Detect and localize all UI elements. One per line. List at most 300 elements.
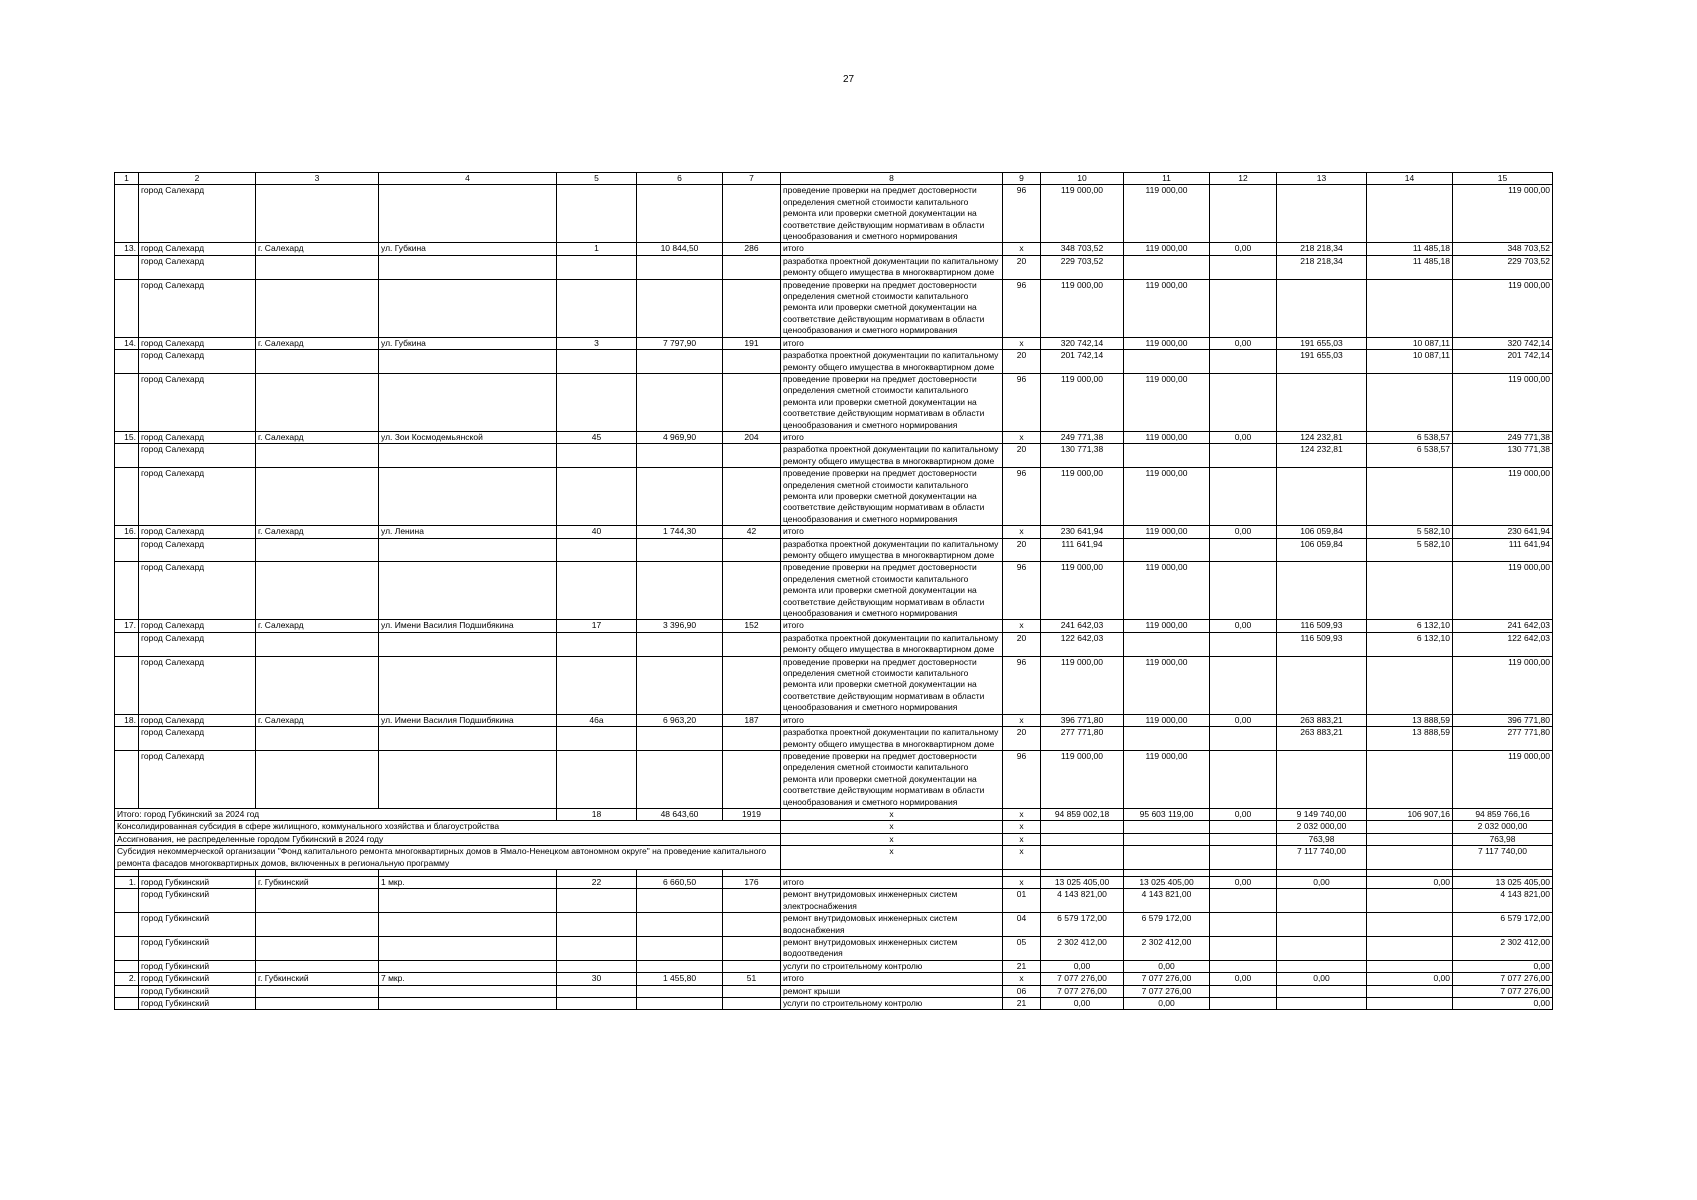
table-cell [115, 750, 139, 808]
table-cell [557, 373, 637, 431]
table-cell: 0,00 [1367, 876, 1453, 888]
table-cell [1367, 562, 1453, 620]
table-cell [1210, 255, 1277, 279]
table-cell [557, 632, 637, 656]
table-cell [1210, 937, 1277, 961]
table-cell: 0,00 [1041, 998, 1124, 1010]
table-cell: 191 655,03 [1277, 337, 1367, 349]
table-cell: 218 218,34 [1277, 243, 1367, 255]
table-cell [1210, 538, 1277, 562]
table-row [115, 279, 1553, 337]
table-row [115, 937, 1553, 961]
table-cell [379, 468, 557, 526]
table-cell [637, 998, 723, 1010]
table-row [115, 913, 1553, 937]
table-cell: город Салехард [139, 243, 256, 255]
table-cell: 1 744,30 [637, 526, 723, 538]
table-cell: ремонт внутридомовых инженерных систем водоотведения [781, 937, 1003, 961]
table-cell [1210, 444, 1277, 468]
table-cell [256, 889, 379, 913]
column-header: 14 [1367, 173, 1453, 185]
summary-cell: 763,98 [1277, 833, 1367, 845]
table-cell: г. Салехард [256, 243, 379, 255]
table-cell [379, 632, 557, 656]
table-cell: 6 538,57 [1367, 444, 1453, 468]
table-cell [637, 185, 723, 243]
table-cell [1277, 656, 1367, 714]
table-cell: 11 485,18 [1367, 243, 1453, 255]
table-cell: 396 771,80 [1041, 714, 1124, 726]
summary-cell: х [781, 821, 1003, 833]
summary-label: Субсидия некоммерческой организации "Фонд капитального ремонта многоквартирных домов в Ямало-Ненецком автономном округе" на проведение капитального ремонта фасадов многоквартирных домов, включенных в региональную программу [115, 846, 781, 870]
table-cell [1210, 185, 1277, 243]
table-cell [637, 656, 723, 714]
table-row [115, 656, 1553, 714]
table-cell: 320 742,14 [1453, 337, 1553, 349]
table-cell: 119 000,00 [1124, 337, 1210, 349]
column-header: 7 [723, 173, 781, 185]
table-cell: город Салехард [139, 255, 256, 279]
table-cell: г. Салехард [256, 337, 379, 349]
table-cell [1124, 255, 1210, 279]
table-cell: х [1003, 620, 1041, 632]
table-cell: 0,00 [1210, 337, 1277, 349]
table-cell: 96 [1003, 562, 1041, 620]
table-cell: город Салехард [139, 750, 256, 808]
table-cell: 20 [1003, 444, 1041, 468]
table-cell: 4 143 821,00 [1124, 889, 1210, 913]
table-cell: 119 000,00 [1453, 750, 1553, 808]
table-cell [723, 750, 781, 808]
table-cell: город Губкинский [139, 889, 256, 913]
table-cell [1210, 279, 1277, 337]
table-cell [1124, 727, 1210, 751]
summary-row [115, 833, 1553, 845]
table-cell: 20 [1003, 350, 1041, 374]
table-cell: город Салехард [139, 431, 256, 443]
table-cell: разработка проектной документации по капитальному ремонту общего имущества в многоквартирном доме [781, 255, 1003, 279]
table-cell: 13 025 405,00 [1124, 876, 1210, 888]
table-cell: 45 [557, 431, 637, 443]
table-cell: разработка проектной документации по капитальному ремонту общего имущества в многоквартирном доме [781, 350, 1003, 374]
table-cell [379, 350, 557, 374]
table-cell: итого [781, 526, 1003, 538]
table-cell: 96 [1003, 279, 1041, 337]
total-cell: 48 643,60 [637, 808, 723, 820]
table-row [115, 444, 1553, 468]
table-row [115, 562, 1553, 620]
table-cell: 0,00 [1367, 973, 1453, 985]
table-row [115, 185, 1553, 243]
table-cell: 348 703,52 [1453, 243, 1553, 255]
table-cell: 277 771,80 [1453, 727, 1553, 751]
table-cell [557, 444, 637, 468]
table-cell [256, 632, 379, 656]
table-cell: х [1003, 526, 1041, 538]
table-cell: итого [781, 431, 1003, 443]
table-cell: 10 087,11 [1367, 337, 1453, 349]
table-cell: город Салехард [139, 562, 256, 620]
table-row [115, 255, 1553, 279]
table-cell [1367, 750, 1453, 808]
table-cell: 42 [723, 526, 781, 538]
summary-cell: 763,98 [1453, 833, 1553, 845]
table-cell: 320 742,14 [1041, 337, 1124, 349]
table-cell [115, 373, 139, 431]
table-cell: 7 077 276,00 [1041, 973, 1124, 985]
table-cell: 119 000,00 [1041, 185, 1124, 243]
table-cell: 0,00 [1124, 998, 1210, 1010]
table-row [115, 998, 1553, 1010]
table-cell: 124 232,81 [1277, 431, 1367, 443]
table-cell [115, 998, 139, 1010]
column-header: 11 [1124, 173, 1210, 185]
table-cell: 51 [723, 973, 781, 985]
table-cell [115, 562, 139, 620]
table-cell: 119 000,00 [1041, 656, 1124, 714]
table-cell: 2 302 412,00 [1453, 937, 1553, 961]
table-cell [256, 468, 379, 526]
table-cell [379, 727, 557, 751]
table-cell: 96 [1003, 373, 1041, 431]
table-cell: 96 [1003, 656, 1041, 714]
table-cell: 286 [723, 243, 781, 255]
table-cell: услуги по строительному контролю [781, 998, 1003, 1010]
table-cell: 201 742,14 [1041, 350, 1124, 374]
table-cell: 119 000,00 [1124, 750, 1210, 808]
summary-cell: х [1003, 833, 1041, 845]
table-cell [115, 468, 139, 526]
table-cell: 122 642,03 [1041, 632, 1124, 656]
table-cell [723, 727, 781, 751]
total-cell: 94 859 002,18 [1041, 808, 1124, 820]
table-cell: 152 [723, 620, 781, 632]
table-cell: 13 025 405,00 [1041, 876, 1124, 888]
table-cell: услуги по строительному контролю [781, 960, 1003, 972]
table-cell: ул. Зои Космодемьянской [379, 431, 557, 443]
table-cell: 1 [557, 243, 637, 255]
table-cell: город Салехард [139, 185, 256, 243]
table-cell: 7 мкр. [379, 973, 557, 985]
table-row [115, 985, 1553, 997]
table-cell [1277, 998, 1367, 1010]
table-cell: итого [781, 243, 1003, 255]
table-cell [379, 750, 557, 808]
table-cell [1367, 985, 1453, 997]
table-cell: 218 218,34 [1277, 255, 1367, 279]
table-cell [379, 562, 557, 620]
table-body [115, 185, 1553, 1010]
table-cell [1210, 373, 1277, 431]
table-cell: ул. Имени Василия Подшибякина [379, 620, 557, 632]
table-cell [256, 727, 379, 751]
table-cell: 230 641,94 [1453, 526, 1553, 538]
table-cell: 119 000,00 [1041, 373, 1124, 431]
table-cell: 119 000,00 [1453, 185, 1553, 243]
table-cell: 119 000,00 [1124, 468, 1210, 526]
table-cell: 15. [115, 431, 139, 443]
table-cell: 119 000,00 [1041, 279, 1124, 337]
table-cell: проведение проверки на предмет достоверности определения сметной стоимости капитального ремонта или проверки сметной документации на соответствие действующим нормативам в области ценообразования и сметного нормирования [781, 750, 1003, 808]
table-cell: 119 000,00 [1041, 562, 1124, 620]
table-cell: 241 642,03 [1041, 620, 1124, 632]
column-header: 8 [781, 173, 1003, 185]
table-cell: 191 [723, 337, 781, 349]
table-cell [1277, 468, 1367, 526]
table-cell: ремонт крыши [781, 985, 1003, 997]
table-cell [1367, 185, 1453, 243]
table-cell: разработка проектной документации по капитальному ремонту общего имущества в многоквартирном доме [781, 632, 1003, 656]
table-cell: 229 703,52 [1041, 255, 1124, 279]
table-cell [1277, 185, 1367, 243]
table-cell [637, 562, 723, 620]
table-cell: проведение проверки на предмет достоверности определения сметной стоимости капитального ремонта или проверки сметной документации на соответствие действующим нормативам в области ценообразования и сметного нормирования [781, 279, 1003, 337]
table-cell [723, 998, 781, 1010]
table-cell [115, 444, 139, 468]
table-cell: город Губкинский [139, 960, 256, 972]
table-cell: город Губкинский [139, 985, 256, 997]
table-cell: 2. [115, 973, 139, 985]
table-cell [115, 538, 139, 562]
table-row [115, 468, 1553, 526]
table-cell: 119 000,00 [1453, 562, 1553, 620]
table-cell: 106 059,84 [1277, 526, 1367, 538]
table-cell [723, 889, 781, 913]
table-cell [1277, 937, 1367, 961]
table-cell [379, 255, 557, 279]
summary-row [115, 821, 1553, 833]
column-header: 5 [557, 173, 637, 185]
summary-cell: х [1003, 846, 1041, 870]
table-cell: 06 [1003, 985, 1041, 997]
table-cell [379, 656, 557, 714]
table-cell: город Губкинский [139, 973, 256, 985]
table-cell [1124, 632, 1210, 656]
table-cell: проведение проверки на предмет достоверности определения сметной стоимости капитального ремонта или проверки сметной документации на соответствие действующим нормативам в области ценообразования и сметного нормирования [781, 373, 1003, 431]
total-cell: 9 149 740,00 [1277, 808, 1367, 820]
summary-cell [1124, 821, 1210, 833]
table-cell: 21 [1003, 960, 1041, 972]
table-cell [1367, 373, 1453, 431]
table-cell: город Салехард [139, 279, 256, 337]
table-cell: проведение проверки на предмет достоверности определения сметной стоимости капитального ремонта или проверки сметной документации на соответствие действующим нормативам в области ценообразования и сметного нормирования [781, 468, 1003, 526]
table-cell: 119 000,00 [1124, 431, 1210, 443]
table-cell: 348 703,52 [1041, 243, 1124, 255]
table-cell [637, 632, 723, 656]
spacer-row [115, 869, 1553, 876]
table-cell: х [1003, 714, 1041, 726]
table-cell: 119 000,00 [1124, 243, 1210, 255]
table-cell [1277, 279, 1367, 337]
total-cell: 106 907,16 [1367, 808, 1453, 820]
table-cell: 119 000,00 [1124, 656, 1210, 714]
table-cell: 119 000,00 [1124, 185, 1210, 243]
table-cell: 6 579 172,00 [1453, 913, 1553, 937]
table-cell: 7 077 276,00 [1124, 985, 1210, 997]
table-cell: ремонт внутридомовых инженерных систем водоснабжения [781, 913, 1003, 937]
table-cell [115, 937, 139, 961]
table-cell: 20 [1003, 632, 1041, 656]
table-cell [115, 255, 139, 279]
table-cell [637, 255, 723, 279]
table-cell: х [1003, 876, 1041, 888]
table-cell: 119 000,00 [1124, 620, 1210, 632]
table-cell: 17 [557, 620, 637, 632]
table-cell [115, 727, 139, 751]
table-cell: 263 883,21 [1277, 727, 1367, 751]
table-cell: 40 [557, 526, 637, 538]
table-cell: 0,00 [1210, 243, 1277, 255]
table-cell: ремонт внутридомовых инженерных систем электроснабжения [781, 889, 1003, 913]
table-cell: 3 [557, 337, 637, 349]
column-header: 9 [1003, 173, 1041, 185]
table-cell: итого [781, 876, 1003, 888]
table-cell: проведение проверки на предмет достоверности определения сметной стоимости капитального ремонта или проверки сметной документации на соответствие действующим нормативам в области ценообразования и сметного нормирования [781, 185, 1003, 243]
table-cell [256, 998, 379, 1010]
table-cell: 05 [1003, 937, 1041, 961]
table-cell: 130 771,38 [1041, 444, 1124, 468]
table-cell [115, 985, 139, 997]
table-cell [1367, 937, 1453, 961]
column-number-row [115, 173, 1553, 185]
table-cell: разработка проектной документации по капитальному ремонту общего имущества в многоквартирном доме [781, 538, 1003, 562]
table-cell [379, 373, 557, 431]
table-cell [1367, 960, 1453, 972]
table-cell: г. Салехард [256, 431, 379, 443]
summary-cell [1041, 846, 1124, 870]
table-cell [379, 913, 557, 937]
table-cell [256, 960, 379, 972]
table-cell: 6 132,10 [1367, 632, 1453, 656]
table-cell [1210, 562, 1277, 620]
table-cell [1124, 538, 1210, 562]
table-cell: 6 660,50 [637, 876, 723, 888]
total-label: Итого: город Губкинский за 2024 год [115, 808, 557, 820]
table-cell [637, 937, 723, 961]
table-cell: х [1003, 973, 1041, 985]
table-cell [1367, 913, 1453, 937]
table-cell [1210, 985, 1277, 997]
table-cell: 0,00 [1277, 973, 1367, 985]
table-row [115, 973, 1553, 985]
table-cell [1210, 913, 1277, 937]
table-cell [1210, 889, 1277, 913]
table-row [115, 727, 1553, 751]
table-cell [637, 279, 723, 337]
table-cell: г. Губкинский [256, 876, 379, 888]
table-cell [1277, 913, 1367, 937]
table-cell: 119 000,00 [1124, 714, 1210, 726]
table-cell: 22 [557, 876, 637, 888]
table-cell [1367, 468, 1453, 526]
total-cell: 1919 [723, 808, 781, 820]
table-cell [1367, 656, 1453, 714]
table-cell: итого [781, 337, 1003, 349]
table-cell [1210, 632, 1277, 656]
table-cell [256, 937, 379, 961]
table-cell: 6 538,57 [1367, 431, 1453, 443]
table-cell [723, 279, 781, 337]
table-cell: 229 703,52 [1453, 255, 1553, 279]
table-cell [379, 889, 557, 913]
table-cell [723, 632, 781, 656]
table-row [115, 526, 1553, 538]
summary-cell [1367, 833, 1453, 845]
table-row [115, 243, 1553, 255]
table-cell [1277, 889, 1367, 913]
table-cell [256, 350, 379, 374]
summary-cell [1367, 846, 1453, 870]
table-cell: 119 000,00 [1453, 373, 1553, 431]
table-cell: 01 [1003, 889, 1041, 913]
table-cell: 6 132,10 [1367, 620, 1453, 632]
table-cell [557, 985, 637, 997]
table-cell [115, 350, 139, 374]
table-row [115, 538, 1553, 562]
table-cell [1367, 279, 1453, 337]
table-cell [557, 750, 637, 808]
summary-label: Консолидированная субсидия в сфере жилищного, коммунального хозяйства и благоустройства [115, 821, 781, 833]
table-cell: 0,00 [1041, 960, 1124, 972]
table-cell [557, 538, 637, 562]
summary-cell: х [781, 846, 1003, 870]
table-cell: 2 302 412,00 [1124, 937, 1210, 961]
table-cell: 4 143 821,00 [1453, 889, 1553, 913]
table-cell: 17. [115, 620, 139, 632]
total-cell: х [1003, 808, 1041, 820]
table-cell: 20 [1003, 538, 1041, 562]
table-cell [1124, 350, 1210, 374]
table-cell [256, 562, 379, 620]
page-number: 27 [842, 74, 855, 85]
table-cell [557, 350, 637, 374]
table-cell [1367, 889, 1453, 913]
table-cell: 0,00 [1210, 431, 1277, 443]
table-cell: 7 797,90 [637, 337, 723, 349]
table-cell: 124 232,81 [1277, 444, 1367, 468]
table-cell: город Салехард [139, 526, 256, 538]
summary-cell [1124, 833, 1210, 845]
table-cell: 0,00 [1453, 998, 1553, 1010]
table-cell: 119 000,00 [1453, 656, 1553, 714]
table-cell: 13. [115, 243, 139, 255]
table-cell [1210, 960, 1277, 972]
table-cell: город Губкинский [139, 913, 256, 937]
table-cell: город Салехард [139, 714, 256, 726]
table-cell: 130 771,38 [1453, 444, 1553, 468]
table-cell [1277, 373, 1367, 431]
table-cell: 0,00 [1210, 973, 1277, 985]
total-cell: 18 [557, 808, 637, 820]
table-row [115, 960, 1553, 972]
table-cell: 0,00 [1210, 876, 1277, 888]
table-cell [256, 656, 379, 714]
table-cell: город Салехард [139, 350, 256, 374]
summary-cell: х [781, 833, 1003, 845]
table-cell [637, 727, 723, 751]
table-cell: 4 969,90 [637, 431, 723, 443]
summary-cell: 2 032 000,00 [1277, 821, 1367, 833]
table-cell: 7 077 276,00 [1041, 985, 1124, 997]
table-cell [723, 656, 781, 714]
table-cell: 1 мкр. [379, 876, 557, 888]
table-cell [637, 350, 723, 374]
table-cell: 5 582,10 [1367, 538, 1453, 562]
table-cell [379, 538, 557, 562]
table-cell: 11 485,18 [1367, 255, 1453, 279]
table-cell: 0,00 [1210, 620, 1277, 632]
table-cell: город Салехард [139, 632, 256, 656]
